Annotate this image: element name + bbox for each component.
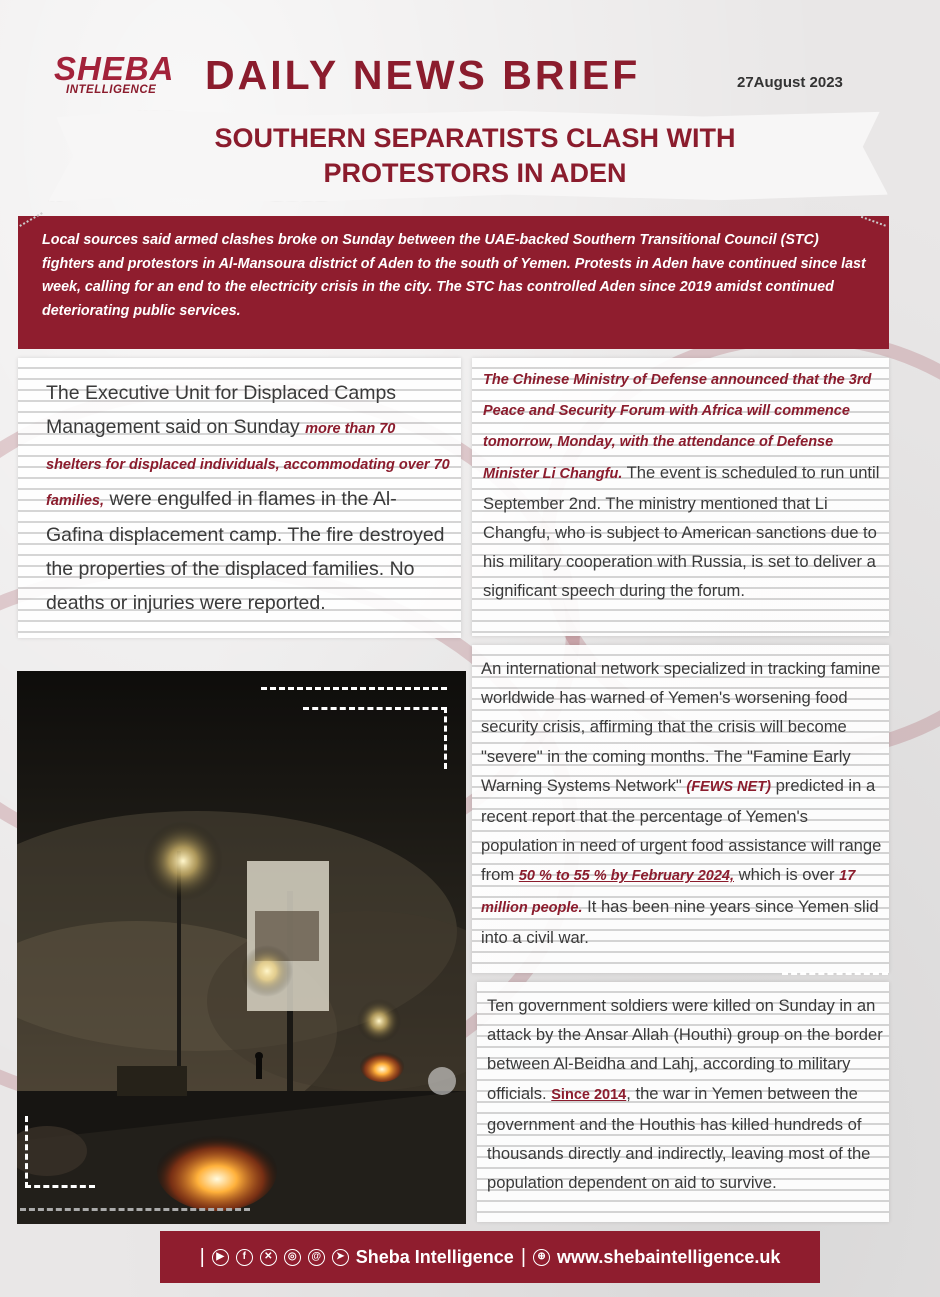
dashed-frame-decoration: [303, 707, 447, 769]
footer-separator: |: [520, 1245, 527, 1268]
footer-website-link[interactable]: www.shebaintelligence.uk: [557, 1246, 781, 1267]
footer-bar: [160, 1231, 820, 1283]
globe-icon: ⊕: [533, 1249, 550, 1266]
x-icon[interactable]: ✕: [260, 1249, 277, 1266]
facebook-icon[interactable]: f: [236, 1249, 253, 1266]
article-body: An international network specialized in tracking famine worldwide has warned of Yemen's worsening food security crisis, affirming that the crisis will become "severe" in the coming months. The "Famine Early Warning Systems Network": [481, 659, 881, 795]
article-body: It has been nine years since Yemen slid into a civil war.: [481, 896, 879, 947]
youtube-icon[interactable]: ▶: [212, 1249, 229, 1266]
footer-brand-name[interactable]: Sheba Intelligence: [355, 1246, 514, 1267]
article-body: predicted in a recent report that the percentage of Yemen's population in need of urgent food assistance will range from: [481, 775, 882, 885]
telegram-icon[interactable]: ➤: [332, 1249, 349, 1266]
article-body: which is over: [734, 865, 840, 885]
dashed-frame-decoration: [20, 1208, 250, 1211]
article-china-forum: [472, 358, 889, 636]
article-text: [46, 376, 453, 620]
article-highlight: 17 million people.: [481, 868, 856, 916]
article-highlight: The Chinese Ministry of Defense announced that the 3rd Peace and Security Forum with Africa will commence tomorrow, Monday, with the attendance of Defense Minister Li Changfu.: [483, 372, 872, 482]
footer-separator: |: [199, 1245, 205, 1268]
article-text: [481, 654, 883, 952]
logo-sub-text: INTELLIGENCE: [66, 84, 157, 96]
article-text: [487, 991, 883, 1197]
logo-main-text: SHEBA: [54, 50, 175, 87]
threads-icon[interactable]: @: [308, 1249, 325, 1266]
article-soldiers: [477, 982, 889, 1222]
article-body: were engulfed in flames in the Al-Gafina displacement camp. The fire destroyed the properties of the displaced families. No deaths or injuries were reported.: [46, 488, 445, 614]
article-highlight: Since 2014: [551, 1086, 627, 1103]
article-highlight: 50 % to 55 % by February 2024,: [518, 868, 734, 885]
page-title: DAILY NEWS BRIEF: [205, 52, 641, 98]
article-text: [483, 364, 881, 606]
article-body: , the war in Yemen between the government and the Houthis has killed hundreds of thousands directly and indirectly, leaving most of the population dependent on aid to survive.: [487, 1083, 871, 1193]
article-body: The event is scheduled to run until September 2nd. The ministry mentioned that Li Changfu, who is subject to American sanctions due to his military cooperation with Russia, is set to deliver a significant speech during the forum.: [483, 462, 880, 601]
article-camp-fire: [18, 358, 461, 638]
dashed-frame-decoration: [261, 687, 447, 690]
instagram-icon[interactable]: ◎: [284, 1249, 301, 1266]
main-headline: SOUTHERN SEPARATISTS CLASH WITH PROTESTORS IN ADEN: [214, 123, 736, 188]
article-highlight: more than 70 shelters for displaced individuals, accommodating over 70 families,: [46, 421, 450, 509]
article-body: Ten government soldiers were killed on Sunday in an attack by the Ansar Allah (Houthi) group on the border between Al-Beidha and Lahj, according to military officials.: [487, 996, 883, 1103]
article-highlight: (FEWS NET): [686, 778, 771, 795]
sheba-logo: [54, 50, 186, 104]
dashed-frame-decoration: [782, 972, 888, 975]
issue-date: 27August 2023: [737, 74, 843, 91]
article-intro: The Executive Unit for Displaced Camps Management said on Sunday: [46, 382, 397, 438]
article-famine: [472, 645, 889, 973]
dashed-frame-decoration: [25, 1116, 95, 1188]
lead-banner: [18, 216, 889, 349]
lead-text: Local sources said armed clashes broke on Sunday between the UAE-backed Southern Transitional Council (STC) fighters and protestors in Al-Mansoura district of Aden to the south of Yemen. Protests in Aden have continued since last week, calling for an end to the electricity crisis in the city. The STC has controlled Aden since 2019 amidst continued deteriorating public services.: [42, 232, 866, 319]
aden-street-fire-photo: [17, 671, 466, 1224]
